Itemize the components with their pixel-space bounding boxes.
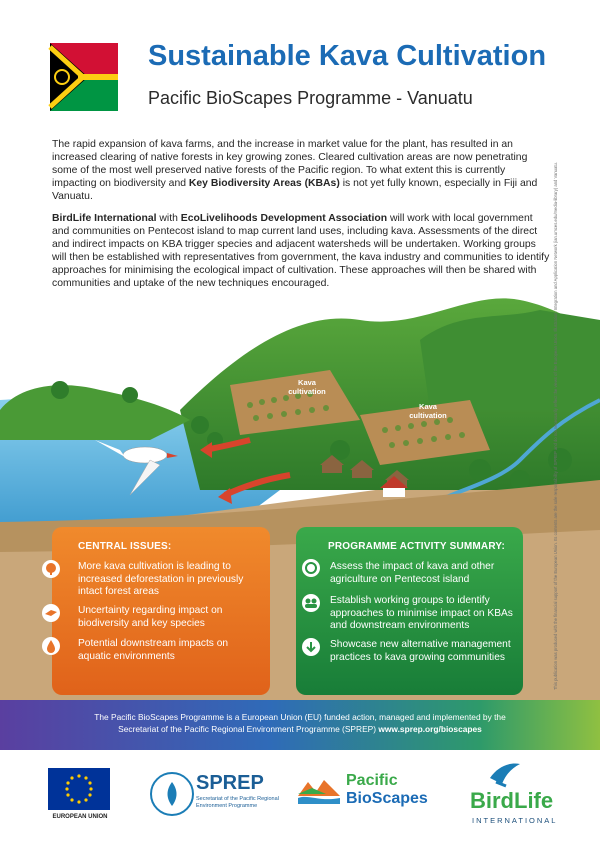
sprep-logo-icon <box>150 772 194 816</box>
issue-item-2: Uncertainty regarding impact on biodiversity and key species <box>78 605 223 629</box>
funding-text: The Pacific BioScapes Programme is a European Union (EU) funded action, managed and implemented by the Secretariat of the Pacific Regional Environment Programme (SPREP) www.sprep.org/bioscapes <box>94 712 506 734</box>
central-issues-title: CENTRAL ISSUES: <box>78 541 172 552</box>
vanuatu-flag-icon <box>50 43 118 111</box>
issue-item-1: More kava cultivation is leading to increased deforestation in previously intact forest areas <box>78 561 244 597</box>
disclaimer-text-content: This publication was produced with the financial support of the European Union. Its contents are the sole responsibility of SPREP and do not necessarily reflect the views of the European Union. Illustration: Integration and Application Network (ian.umces.edu/media-library) and Vanuatu. <box>553 161 558 690</box>
kava-cultivation-label-2: Kava cultivation <box>409 402 447 420</box>
activity-item-3: Showcase new alternative management practices to kava growing communities <box>330 639 511 663</box>
birdlife-wordmark: BirdLife <box>470 788 554 813</box>
activity-summary-title: PROGRAMME ACTIVITY SUMMARY: <box>328 541 506 552</box>
activity-item-1: Assess the impact of kava and other agriculture on Pentecost island <box>330 561 495 585</box>
eu-flag-icon <box>48 768 110 810</box>
kava-cultivation-label-1: Kava cultivation <box>288 378 326 396</box>
activity-summary-panel <box>296 527 523 695</box>
water-drop-icon <box>42 637 60 655</box>
intro-text <box>52 138 552 299</box>
sprep-subtitle: Secretariat of the Pacific Regional Environment Programme <box>196 796 279 809</box>
central-issues-panel <box>52 527 270 695</box>
page-subtitle: Pacific BioScapes Programme - Vanuatu <box>148 88 473 108</box>
bioscapes-logo-icon <box>296 776 342 806</box>
page-title: Sustainable Kava Cultivation <box>148 40 547 72</box>
partner-logos <box>0 750 600 848</box>
sprep-wordmark: SPREP <box>196 772 264 794</box>
deforestation-icon <box>42 560 60 578</box>
showcase-practices-icon <box>302 638 320 656</box>
issue-item-3: Potential downstream impacts on aquatic environments <box>78 638 229 662</box>
bioscapes-wordmark: Pacific BioScapes <box>346 772 428 807</box>
birdlife-subtitle: INTERNATIONAL <box>472 816 558 825</box>
working-groups-icon <box>302 594 320 612</box>
bird-species-icon <box>42 604 60 622</box>
birdlife-logo-icon <box>484 758 524 792</box>
bioscapes-link[interactable]: www.sprep.org/bioscapes <box>378 724 482 734</box>
intro-paragraph-2: BirdLife International with EcoLivelihoods Development Association will work with local government and communities on Pentecost island to map current land uses, including kava. Assessments of the direct and indirect impacts on KBA trigger species and adjacent watersheds will be undertaken. Working groups will then be established with representatives from government, the kava industry and communities to identify approaches for minimising the ecological impact of cultivation. These approaches will then be shared with communities and uptake of the new techniques encouraged. <box>52 213 550 289</box>
eu-label: EUROPEAN UNION <box>52 814 108 820</box>
assess-impact-icon <box>302 559 320 577</box>
disclaimer-text <box>548 161 562 690</box>
intro-paragraph-1: The rapid expansion of kava farms, and the increase in market value for the plant, has resulted in an increased clearing of native forests in key growing zones. Cleared cultivation areas are now penetrating some of the most well preserved native forests of the Pacific region. To what extent this is currently impacting on biodiversity and Key Biodiversity Areas (KBAs) is not yet fully known, especially in Fiji and Vanuatu. <box>52 139 538 202</box>
activity-item-2: Establish working groups to identify approaches to minimise impact on KBAs and downstream environments <box>330 595 513 631</box>
